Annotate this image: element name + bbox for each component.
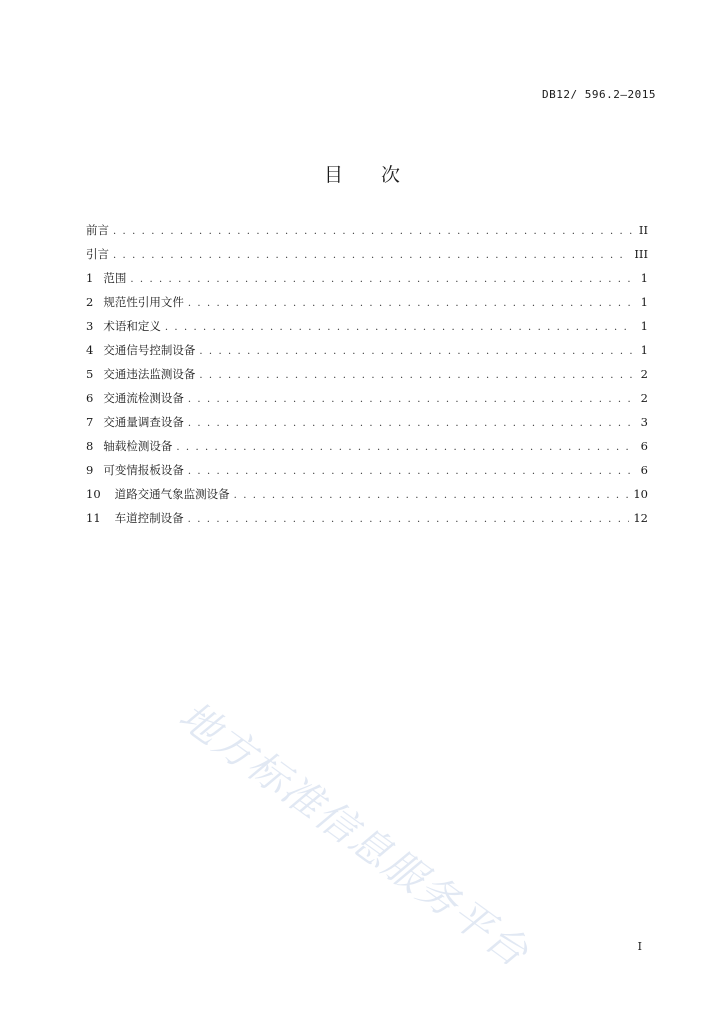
toc-entry-10[interactable] (86, 482, 648, 506)
watermark: 地方标准信息服务平台 (170, 692, 538, 977)
toc-entry-page: 1 (640, 319, 648, 333)
toc-entry-number: 8 (86, 439, 94, 453)
toc-entry-label: 引言 (86, 247, 109, 261)
toc-leader-dots (113, 244, 630, 268)
toc-entry-page: II (638, 223, 648, 237)
toc-entry-number: 5 (86, 367, 94, 381)
toc-leader-dots (188, 460, 634, 484)
page-title (0, 160, 724, 187)
toc-entry-foreword[interactable] (86, 218, 648, 242)
toc-entry-number: 10 (86, 487, 101, 501)
toc-leader-dots (188, 292, 634, 316)
toc-entry-number: 3 (86, 319, 94, 333)
toc-entry-label: 道路交通气象监测设备 (114, 487, 230, 501)
toc-entry-number: 6 (86, 391, 94, 405)
toc-entry-8[interactable] (86, 434, 648, 458)
toc-entry-5[interactable] (86, 362, 648, 386)
page-number: I (637, 940, 642, 953)
toc-leader-dots (130, 268, 634, 292)
toc-entry-introduction[interactable] (86, 242, 648, 266)
toc-entry-page: 12 (633, 511, 648, 525)
toc-entry-page: III (634, 247, 648, 261)
toc-leader-dots (188, 388, 634, 412)
toc-entry-4[interactable] (86, 338, 648, 362)
toc-leader-dots (165, 316, 634, 340)
toc-entry-number: 1 (86, 271, 94, 285)
toc-entry-3[interactable] (86, 314, 648, 338)
toc-entry-label: 交通信号控制设备 (103, 343, 196, 357)
toc-leader-dots (176, 436, 634, 460)
toc-entry-1[interactable] (86, 266, 648, 290)
toc-entry-number: 4 (86, 343, 94, 357)
toc-entry-7[interactable] (86, 410, 648, 434)
toc-entry-page: 10 (633, 487, 648, 501)
toc-entry-label: 交通量调查设备 (103, 415, 184, 429)
toc-entry-label: 范围 (103, 271, 127, 285)
toc-entry-label: 前言 (86, 223, 109, 237)
toc-leader-dots (199, 364, 634, 388)
toc-entry-label: 交通违法监测设备 (103, 367, 196, 381)
toc-entry-page: 3 (640, 415, 648, 429)
toc-entry-page: 6 (640, 463, 648, 477)
toc-entry-number: 7 (86, 415, 94, 429)
toc-entry-label: 轴载检测设备 (103, 439, 173, 453)
toc-entry-label: 规范性引用文件 (103, 295, 184, 309)
toc-entry-2[interactable] (86, 290, 648, 314)
toc-entry-number: 9 (86, 463, 94, 477)
toc-leader-dots (113, 220, 634, 244)
page-title-left: 目 (323, 164, 343, 186)
toc-entry-page: 1 (640, 343, 648, 357)
toc-entry-label: 可变情报板设备 (103, 463, 184, 477)
toc-entry-label: 车道控制设备 (114, 511, 184, 525)
toc-leader-dots (199, 340, 634, 364)
toc-leader-dots (188, 508, 630, 532)
toc-entry-page: 2 (640, 367, 648, 381)
page-title-right: 次 (381, 164, 401, 186)
toc-entry-page: 6 (640, 439, 648, 453)
document-code: DB12/ 596.2—2015 (542, 88, 656, 101)
toc-entry-label: 交通流检测设备 (103, 391, 184, 405)
toc-entry-page: 1 (640, 271, 648, 285)
toc-entry-6[interactable] (86, 386, 648, 410)
toc-entry-page: 1 (640, 295, 648, 309)
toc-entry-label: 术语和定义 (103, 319, 161, 333)
table-of-contents (86, 218, 648, 530)
toc-entry-number: 11 (86, 511, 101, 525)
toc-entry-page: 2 (640, 391, 648, 405)
toc-leader-dots (234, 484, 630, 508)
toc-entry-11[interactable] (86, 506, 648, 530)
toc-entry-number: 2 (86, 295, 94, 309)
toc-leader-dots (188, 412, 634, 436)
toc-entry-9[interactable] (86, 458, 648, 482)
